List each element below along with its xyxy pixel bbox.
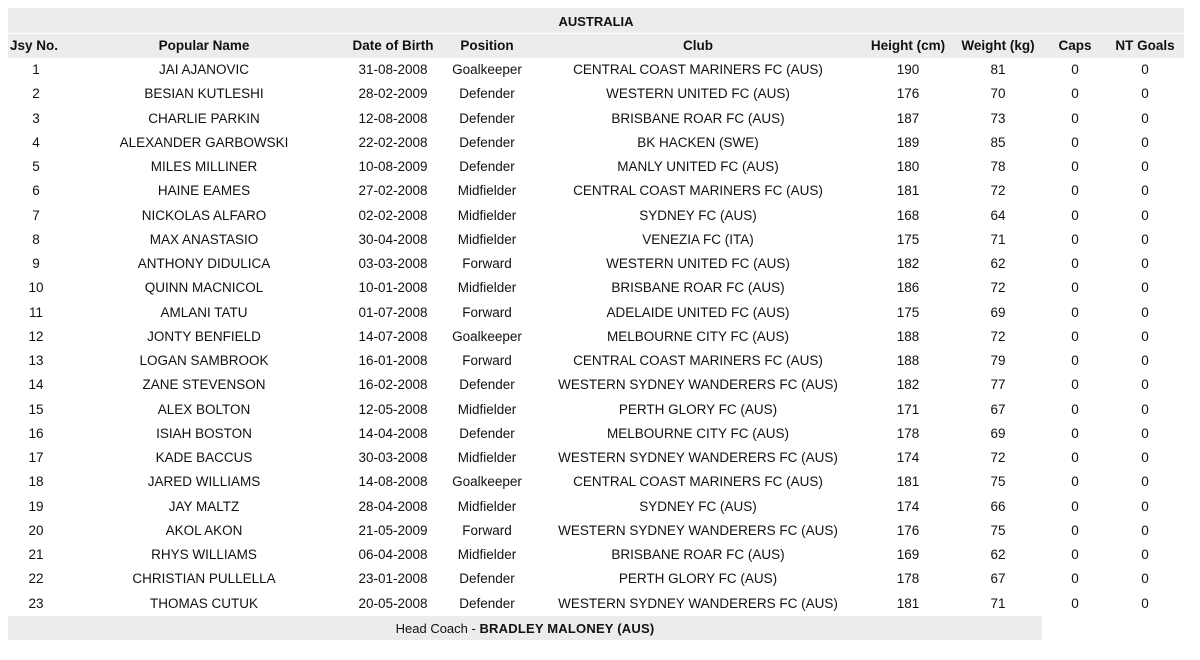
header-jsy-no: Jsy No. <box>10 38 59 53</box>
cell-date-of-birth: 12-05-2008 <box>358 401 428 417</box>
cell-height: 174 <box>896 498 920 514</box>
cell-weight: 72 <box>990 450 1006 465</box>
cell-caps: 0 <box>1071 450 1079 465</box>
table-row <box>8 131 1184 155</box>
cell-nt-goals: 0 <box>1141 425 1149 441</box>
cell-caps: 0 <box>1071 595 1079 611</box>
table-row <box>8 204 1184 228</box>
table-row <box>8 349 1184 373</box>
cell-height: 182 <box>896 256 920 271</box>
head-coach-label: Head Coach - <box>395 621 476 636</box>
cell-popular-name: KADE BACCUS <box>155 450 253 465</box>
cell-nt-goals: 0 <box>1141 328 1149 344</box>
cell-popular-name: JAI AJANOVIC <box>158 62 250 77</box>
cell-club: SYDNEY FC (AUS) <box>639 498 757 514</box>
cell-date-of-birth: 28-02-2009 <box>358 86 428 102</box>
cell-caps: 0 <box>1071 183 1079 199</box>
cell-date-of-birth: 14-07-2008 <box>358 328 428 344</box>
header-caps: Caps <box>1058 38 1092 53</box>
header-weight: Weight (kg) <box>961 38 1035 53</box>
cell-club: VENEZIA FC (ITA) <box>642 231 754 247</box>
cell-club: MELBOURNE CITY FC (AUS) <box>606 425 790 441</box>
cell-weight: 85 <box>990 134 1006 150</box>
cell-height: 176 <box>896 522 920 538</box>
cell-jsy-no: 14 <box>28 377 44 393</box>
cell-club: CENTRAL COAST MARINERS FC (AUS) <box>573 183 823 199</box>
cell-club: WESTERN SYDNEY WANDERERS FC (AUS) <box>558 595 838 611</box>
cell-date-of-birth: 14-08-2008 <box>358 474 428 490</box>
cell-position: Defender <box>459 110 515 126</box>
cell-date-of-birth: 30-04-2008 <box>358 231 428 247</box>
cell-date-of-birth: 23-01-2008 <box>358 571 428 587</box>
cell-position: Midfielder <box>457 207 517 223</box>
cell-position: Midfielder <box>457 547 517 562</box>
cell-club: BRISBANE ROAR FC (AUS) <box>611 110 785 126</box>
cell-caps: 0 <box>1071 474 1079 490</box>
cell-date-of-birth: 31-08-2008 <box>358 62 428 77</box>
table-row <box>8 398 1184 422</box>
cell-jsy-no: 20 <box>28 522 44 538</box>
cell-popular-name: ZANE STEVENSON <box>142 377 266 393</box>
cell-jsy-no: 1 <box>32 62 40 77</box>
table-row <box>8 567 1184 591</box>
cell-position: Goalkeeper <box>452 328 522 344</box>
cell-position: Defender <box>459 571 515 587</box>
cell-popular-name: MAX ANASTASIO <box>149 231 259 247</box>
table-row <box>8 592 1184 616</box>
table-row <box>8 276 1184 300</box>
cell-caps: 0 <box>1071 353 1079 368</box>
cell-club: CENTRAL COAST MARINERS FC (AUS) <box>573 62 823 77</box>
cell-caps: 0 <box>1071 159 1079 174</box>
cell-jsy-no: 9 <box>32 256 40 271</box>
cell-jsy-no: 3 <box>32 110 40 126</box>
cell-nt-goals: 0 <box>1141 256 1149 271</box>
cell-weight: 64 <box>990 207 1006 223</box>
cell-club: MANLY UNITED FC (AUS) <box>617 159 779 174</box>
cell-caps: 0 <box>1071 328 1079 344</box>
cell-height: 188 <box>896 353 920 368</box>
cell-date-of-birth: 03-03-2008 <box>358 256 428 271</box>
cell-position: Midfielder <box>457 183 517 199</box>
cell-position: Defender <box>459 425 515 441</box>
header-date-of-birth: Date of Birth <box>352 38 434 53</box>
head-coach-name: BRADLEY MALONEY (AUS) <box>479 621 655 636</box>
cell-weight: 79 <box>990 353 1006 368</box>
cell-caps: 0 <box>1071 280 1079 296</box>
cell-popular-name: CHARLIE PARKIN <box>148 110 260 126</box>
cell-height: 176 <box>896 86 920 102</box>
cell-date-of-birth: 16-02-2008 <box>358 377 428 393</box>
cell-weight: 71 <box>990 231 1006 247</box>
header-popular-name: Popular Name <box>158 38 250 53</box>
cell-caps: 0 <box>1071 231 1079 247</box>
cell-nt-goals: 0 <box>1141 304 1149 320</box>
cell-date-of-birth: 14-04-2008 <box>358 425 428 441</box>
cell-date-of-birth: 28-04-2008 <box>358 498 428 514</box>
table-row <box>8 422 1184 446</box>
cell-weight: 69 <box>990 425 1006 441</box>
cell-date-of-birth: 01-07-2008 <box>358 304 428 320</box>
cell-date-of-birth: 22-02-2008 <box>358 134 428 150</box>
cell-popular-name: ALEX BOLTON <box>157 401 251 417</box>
cell-jsy-no: 12 <box>28 328 44 344</box>
cell-weight: 75 <box>990 522 1006 538</box>
cell-popular-name: JARED WILLIAMS <box>147 474 261 490</box>
cell-date-of-birth: 02-02-2008 <box>358 207 428 223</box>
header-club: Club <box>683 38 713 53</box>
cell-jsy-no: 13 <box>28 353 44 368</box>
cell-popular-name: RHYS WILLIAMS <box>151 547 257 562</box>
cell-height: 180 <box>896 159 920 174</box>
cell-position: Defender <box>459 134 515 150</box>
cell-jsy-no: 10 <box>28 280 44 296</box>
cell-nt-goals: 0 <box>1141 547 1149 562</box>
cell-position: Defender <box>459 595 515 611</box>
cell-popular-name: NICKOLAS ALFARO <box>141 207 267 223</box>
cell-weight: 77 <box>990 377 1006 393</box>
team-title: AUSTRALIA <box>8 8 1184 33</box>
cell-caps: 0 <box>1071 62 1079 77</box>
cell-date-of-birth: 20-05-2008 <box>358 595 428 611</box>
cell-jsy-no: 2 <box>32 86 40 102</box>
cell-date-of-birth: 06-04-2008 <box>358 547 428 562</box>
cell-weight: 67 <box>990 571 1006 587</box>
cell-popular-name: QUINN MACNICOL <box>144 280 264 296</box>
cell-jsy-no: 23 <box>28 595 44 611</box>
head-coach-footer <box>8 616 1042 640</box>
cell-club: WESTERN SYDNEY WANDERERS FC (AUS) <box>558 450 838 465</box>
cell-nt-goals: 0 <box>1141 159 1149 174</box>
cell-caps: 0 <box>1071 401 1079 417</box>
cell-popular-name: ISIAH BOSTON <box>156 425 252 441</box>
cell-caps: 0 <box>1071 134 1079 150</box>
cell-nt-goals: 0 <box>1141 474 1149 490</box>
cell-caps: 0 <box>1071 207 1079 223</box>
cell-height: 188 <box>896 328 920 344</box>
cell-club: PERTH GLORY FC (AUS) <box>618 401 778 417</box>
table-row <box>8 495 1184 519</box>
cell-nt-goals: 0 <box>1141 498 1149 514</box>
cell-date-of-birth: 10-01-2008 <box>358 280 428 296</box>
table-row <box>8 373 1184 397</box>
cell-jsy-no: 16 <box>28 425 44 441</box>
cell-popular-name: ALEXANDER GARBOWSKI <box>119 134 289 150</box>
cell-nt-goals: 0 <box>1141 401 1149 417</box>
table-row <box>8 446 1184 470</box>
table-row <box>8 543 1184 567</box>
table-row <box>8 252 1184 276</box>
cell-position: Midfielder <box>457 450 517 465</box>
cell-club: WESTERN UNITED FC (AUS) <box>606 86 790 102</box>
cell-jsy-no: 6 <box>32 183 40 199</box>
cell-weight: 62 <box>990 547 1006 562</box>
cell-nt-goals: 0 <box>1141 62 1149 77</box>
cell-nt-goals: 0 <box>1141 595 1149 611</box>
cell-jsy-no: 21 <box>28 547 44 562</box>
cell-nt-goals: 0 <box>1141 207 1149 223</box>
cell-popular-name: ANTHONY DIDULICA <box>137 256 271 271</box>
cell-nt-goals: 0 <box>1141 110 1149 126</box>
cell-club: CENTRAL COAST MARINERS FC (AUS) <box>573 474 823 490</box>
cell-position: Forward <box>462 256 512 271</box>
table-row <box>8 301 1184 325</box>
cell-club: BRISBANE ROAR FC (AUS) <box>611 547 785 562</box>
cell-club: BK HACKEN (SWE) <box>637 134 759 150</box>
cell-position: Midfielder <box>457 280 517 296</box>
cell-club: WESTERN UNITED FC (AUS) <box>606 256 790 271</box>
cell-position: Midfielder <box>457 231 517 247</box>
cell-popular-name: JONTY BENFIELD <box>147 328 261 344</box>
table-row <box>8 325 1184 349</box>
cell-caps: 0 <box>1071 498 1079 514</box>
cell-height: 181 <box>896 474 920 490</box>
cell-club: SYDNEY FC (AUS) <box>639 207 757 223</box>
cell-nt-goals: 0 <box>1141 450 1149 465</box>
cell-height: 186 <box>896 280 920 296</box>
cell-club: ADELAIDE UNITED FC (AUS) <box>606 304 790 320</box>
cell-jsy-no: 18 <box>28 474 44 490</box>
cell-caps: 0 <box>1071 256 1079 271</box>
cell-popular-name: AKOL AKON <box>165 522 243 538</box>
cell-popular-name: JAY MALTZ <box>168 498 240 514</box>
cell-position: Midfielder <box>457 401 517 417</box>
cell-date-of-birth: 12-08-2008 <box>358 110 428 126</box>
cell-weight: 72 <box>990 328 1006 344</box>
cell-height: 174 <box>896 450 920 465</box>
cell-popular-name: AMLANI TATU <box>160 304 248 320</box>
table-row <box>8 179 1184 203</box>
cell-position: Forward <box>462 304 512 320</box>
cell-jsy-no: 11 <box>28 304 43 320</box>
cell-height: 182 <box>896 377 920 393</box>
cell-weight: 67 <box>990 401 1006 417</box>
cell-height: 169 <box>896 547 920 562</box>
cell-height: 178 <box>896 425 920 441</box>
cell-weight: 71 <box>990 595 1006 611</box>
header-height: Height (cm) <box>870 38 946 53</box>
table-row <box>8 155 1184 179</box>
cell-weight: 73 <box>990 110 1006 126</box>
cell-nt-goals: 0 <box>1141 134 1149 150</box>
cell-club: WESTERN SYDNEY WANDERERS FC (AUS) <box>558 522 838 538</box>
cell-popular-name: CHRISTIAN PULLELLA <box>132 571 276 587</box>
cell-jsy-no: 7 <box>32 207 40 223</box>
cell-date-of-birth: 16-01-2008 <box>358 353 428 368</box>
cell-position: Goalkeeper <box>452 62 522 77</box>
cell-weight: 75 <box>990 474 1006 490</box>
cell-club: WESTERN SYDNEY WANDERERS FC (AUS) <box>558 377 838 393</box>
cell-position: Goalkeeper <box>452 474 522 490</box>
cell-caps: 0 <box>1071 110 1079 126</box>
cell-caps: 0 <box>1071 547 1079 562</box>
cell-nt-goals: 0 <box>1141 571 1149 587</box>
table-header <box>8 34 1184 58</box>
cell-nt-goals: 0 <box>1141 231 1149 247</box>
cell-weight: 70 <box>990 86 1006 102</box>
cell-height: 168 <box>896 207 920 223</box>
cell-weight: 62 <box>990 256 1006 271</box>
cell-height: 171 <box>896 401 920 417</box>
cell-club: PERTH GLORY FC (AUS) <box>618 571 778 587</box>
cell-weight: 66 <box>990 498 1006 514</box>
cell-nt-goals: 0 <box>1141 280 1149 296</box>
cell-caps: 0 <box>1071 425 1079 441</box>
cell-date-of-birth: 21-05-2009 <box>358 522 428 538</box>
cell-club: MELBOURNE CITY FC (AUS) <box>606 328 790 344</box>
cell-nt-goals: 0 <box>1141 522 1149 538</box>
cell-nt-goals: 0 <box>1141 86 1149 102</box>
cell-height: 187 <box>896 110 920 126</box>
header-nt-goals: NT Goals <box>1115 38 1175 53</box>
cell-weight: 81 <box>990 62 1006 77</box>
cell-weight: 72 <box>990 183 1006 199</box>
cell-jsy-no: 22 <box>28 571 44 587</box>
cell-height: 189 <box>896 134 920 150</box>
cell-height: 175 <box>896 231 920 247</box>
cell-weight: 78 <box>990 159 1006 174</box>
cell-popular-name: HAINE EAMES <box>157 183 251 199</box>
cell-position: Midfielder <box>457 498 517 514</box>
cell-jsy-no: 19 <box>28 498 44 514</box>
cell-height: 181 <box>896 183 920 199</box>
cell-caps: 0 <box>1071 522 1079 538</box>
cell-popular-name: THOMAS CUTUK <box>150 595 258 611</box>
cell-jsy-no: 5 <box>32 159 40 174</box>
cell-weight: 69 <box>990 304 1006 320</box>
cell-popular-name: BESIAN KUTLESHI <box>144 86 264 102</box>
cell-date-of-birth: 10-08-2009 <box>358 159 428 174</box>
cell-caps: 0 <box>1071 571 1079 587</box>
cell-jsy-no: 15 <box>28 401 44 417</box>
cell-nt-goals: 0 <box>1141 183 1149 199</box>
cell-height: 181 <box>896 595 920 611</box>
table-row <box>8 107 1184 131</box>
cell-jsy-no: 4 <box>32 134 40 150</box>
cell-date-of-birth: 27-02-2008 <box>358 183 428 199</box>
cell-popular-name: MILES MILLINER <box>150 159 258 174</box>
cell-position: Defender <box>459 159 515 174</box>
cell-position: Forward <box>462 353 512 368</box>
cell-height: 190 <box>896 62 920 77</box>
cell-popular-name: LOGAN SAMBROOK <box>139 353 269 368</box>
table-row <box>8 82 1184 106</box>
cell-date-of-birth: 30-03-2008 <box>358 450 428 465</box>
cell-height: 178 <box>896 571 920 587</box>
cell-position: Defender <box>459 377 515 393</box>
cell-nt-goals: 0 <box>1141 353 1149 368</box>
cell-position: Defender <box>459 86 515 102</box>
cell-caps: 0 <box>1071 377 1079 393</box>
table-row <box>8 58 1184 82</box>
cell-height: 175 <box>896 304 920 320</box>
table-row <box>8 470 1184 494</box>
cell-club: CENTRAL COAST MARINERS FC (AUS) <box>573 353 823 368</box>
header-position: Position <box>460 38 514 53</box>
cell-position: Forward <box>462 522 512 538</box>
table-row <box>8 519 1184 543</box>
cell-caps: 0 <box>1071 86 1079 102</box>
cell-nt-goals: 0 <box>1141 377 1149 393</box>
player-table-body <box>8 58 1184 616</box>
cell-jsy-no: 17 <box>28 450 44 465</box>
cell-jsy-no: 8 <box>32 231 40 247</box>
cell-club: BRISBANE ROAR FC (AUS) <box>611 280 785 296</box>
cell-weight: 72 <box>990 280 1006 296</box>
cell-caps: 0 <box>1071 304 1079 320</box>
table-row <box>8 228 1184 252</box>
